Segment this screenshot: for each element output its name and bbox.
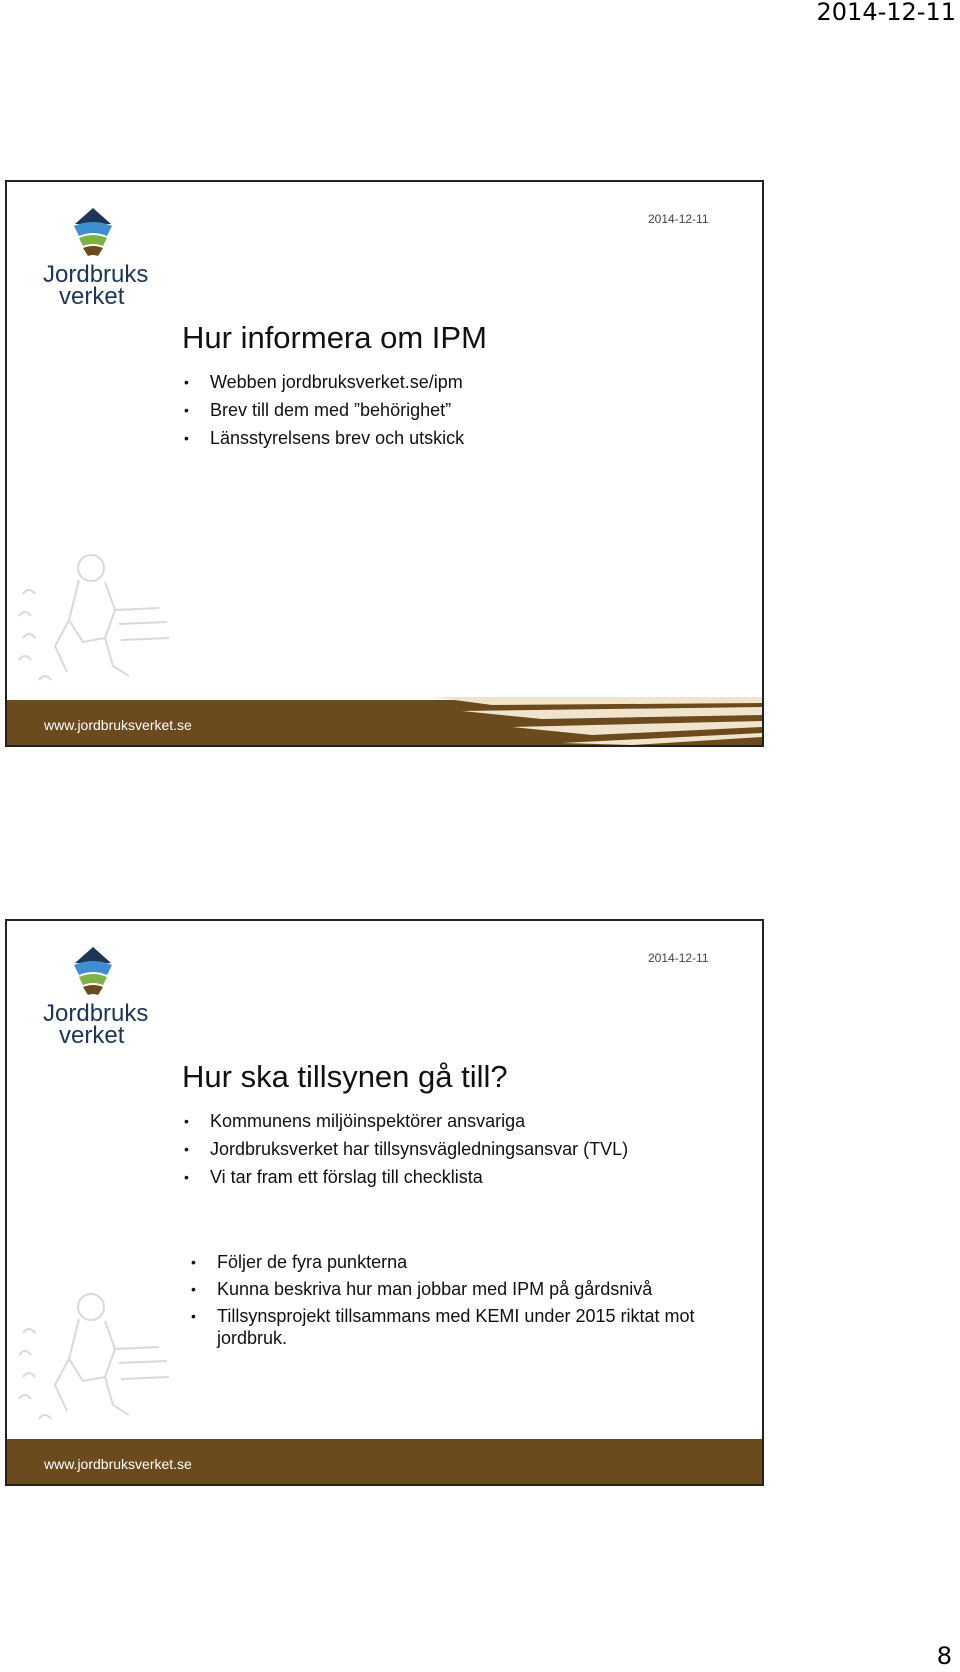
bullet-list: [182, 368, 742, 452]
bullet-item: • Webben jordbruksverket.se/ipm: [182, 368, 742, 396]
sub-bullet-item: • Kunna beskriva hur man jobbar med IPM på gårdsnivå: [189, 1278, 709, 1300]
logo-text-line2: verket: [59, 283, 125, 308]
footer-stripes-icon: [432, 697, 762, 745]
footer-url: www.jordbruksverket.se: [44, 717, 192, 733]
jordbruksverket-logo-icon: [41, 943, 151, 1047]
page-number: 8: [936, 1642, 952, 1670]
slide-footer: [7, 1439, 762, 1484]
page-header-date: 2014-12-11: [816, 0, 956, 26]
sub-bullet-item: • Följer de fyra punkterna: [189, 1251, 709, 1273]
slide-title: Hur informera om IPM: [182, 320, 487, 355]
footer-url: www.jordbruksverket.se: [44, 1456, 192, 1472]
sub-bullet-list: [189, 1251, 709, 1354]
bullet-item: • Brev till dem med ”behörighet”: [182, 396, 742, 424]
bullet-item: • Länsstyrelsens brev och utskick: [182, 424, 742, 452]
sub-bullet-item: • Tillsynsprojekt tillsammans med KEMI under 2015 riktat mot jordbruk.: [189, 1305, 709, 1349]
slide-date: 2014-12-11: [648, 212, 709, 226]
bullet-item: • Vi tar fram ett förslag till checklista: [182, 1163, 742, 1191]
slide-date: 2014-12-11: [648, 951, 709, 965]
slide-1: [5, 180, 764, 747]
bullet-list: [182, 1107, 742, 1191]
slide-title: Hur ska tillsynen gå till?: [182, 1059, 508, 1094]
logo-text-line1: Jordbruks: [43, 1000, 149, 1027]
farmer-illustration-icon: [9, 550, 174, 694]
slide-2: [5, 919, 764, 1486]
bullet-item: • Kommunens miljöinspektörer ansvariga: [182, 1107, 742, 1135]
logo-text-line2: verket: [59, 1022, 125, 1047]
bullet-item: • Jordbruksverket har tillsynsvägledningsansvar (TVL): [182, 1135, 742, 1163]
farmer-illustration-icon: [9, 1289, 174, 1433]
jordbruksverket-logo-icon: [41, 204, 151, 308]
slide-footer: [7, 700, 762, 745]
logo-text-line1: Jordbruks: [43, 261, 149, 288]
